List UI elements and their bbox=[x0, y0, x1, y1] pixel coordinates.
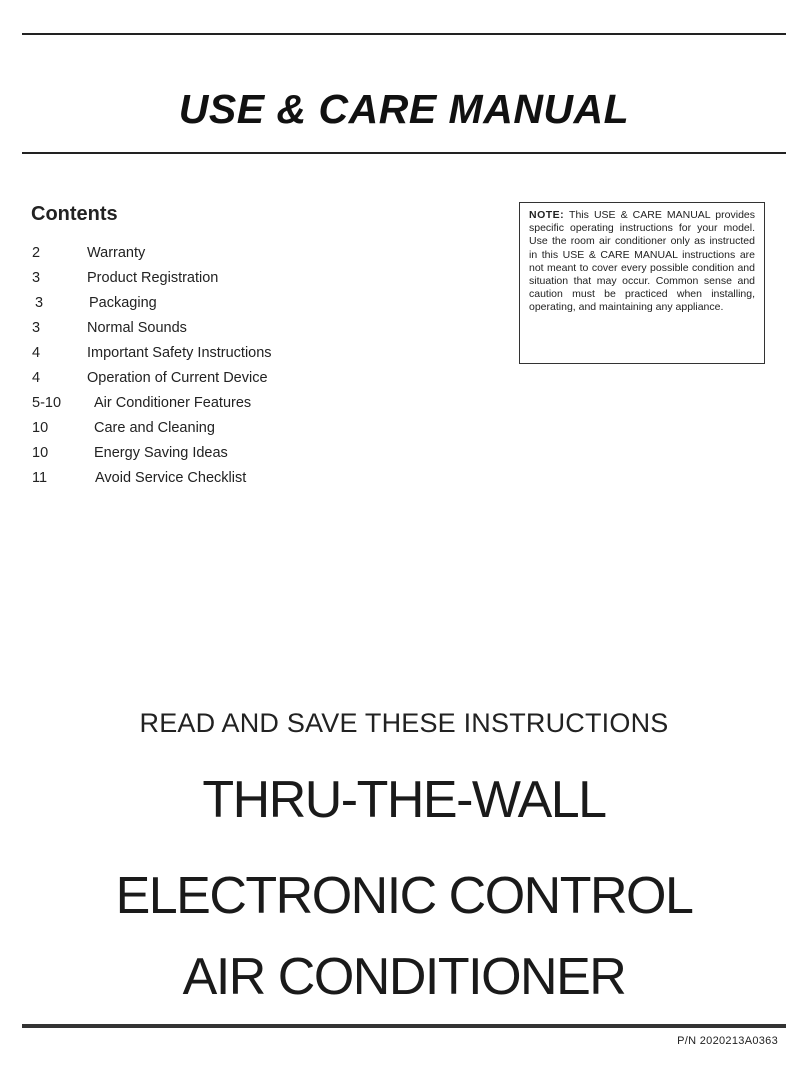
toc-entry-title: Product Registration bbox=[87, 270, 219, 286]
product-control-line: ELECTRONIC CONTROL bbox=[115, 867, 693, 925]
toc-entry-title: Air Conditioner Features bbox=[94, 395, 252, 411]
toc-page-number: 3 bbox=[32, 270, 41, 286]
toc-page-number: 10 bbox=[32, 420, 49, 436]
toc-entry-title: Warranty bbox=[87, 245, 146, 261]
toc-entry-title: Operation of Current Device bbox=[87, 370, 268, 386]
toc-item bbox=[32, 244, 332, 269]
toc-page-number: 5-10 bbox=[32, 395, 62, 411]
toc-item bbox=[32, 294, 332, 319]
toc-item bbox=[32, 319, 332, 344]
title-rule bbox=[22, 152, 786, 154]
part-number: P/N 2020213A0363 bbox=[677, 1035, 778, 1047]
toc-page-number: 4 bbox=[32, 345, 41, 361]
toc-page-number: 11 bbox=[32, 470, 48, 486]
toc-page-number: 3 bbox=[32, 320, 41, 336]
toc-item bbox=[32, 444, 332, 469]
product-name-line: AIR CONDITIONER bbox=[182, 948, 626, 1006]
product-type-line: THRU-THE-WALL bbox=[202, 771, 606, 829]
toc-entry-title: Normal Sounds bbox=[87, 320, 187, 336]
toc-entry-title: Care and Cleaning bbox=[94, 420, 215, 436]
toc-entry-title: Avoid Service Checklist bbox=[95, 470, 247, 486]
toc-item bbox=[32, 369, 332, 394]
instructions-banner: READ AND SAVE THESE INSTRUCTIONS bbox=[139, 708, 669, 738]
toc-item bbox=[32, 269, 332, 294]
toc-page-number: 3 bbox=[35, 295, 44, 311]
note-label: NOTE: bbox=[529, 209, 565, 221]
bottom-rule bbox=[22, 1024, 786, 1028]
toc-page-number: 10 bbox=[32, 445, 49, 461]
toc-page-number: 2 bbox=[32, 245, 41, 261]
note-text: This USE & CARE MANUAL provides specific operating instructions for your model. Use the room air conditioner only as instructed in this USE & CARE MANUAL instructions are not meant to cover every possible condition and situation that may occur. Common sense and caution must be practiced when installing, operating, and maintaining any appliance. bbox=[529, 209, 755, 314]
manual-title: USE & CARE MANUAL bbox=[178, 86, 630, 132]
table-of-contents bbox=[32, 244, 332, 494]
toc-item bbox=[32, 344, 332, 369]
toc-entry-title: Energy Saving Ideas bbox=[94, 445, 228, 461]
toc-item bbox=[32, 419, 332, 444]
note-box bbox=[519, 202, 765, 364]
contents-heading: Contents bbox=[31, 203, 118, 225]
toc-entry-title: Packaging bbox=[89, 295, 157, 311]
toc-page-number: 4 bbox=[32, 370, 41, 386]
toc-entry-title: Important Safety Instructions bbox=[87, 345, 272, 361]
toc-item bbox=[32, 469, 332, 494]
toc-item bbox=[32, 394, 332, 419]
top-rule bbox=[22, 33, 786, 35]
